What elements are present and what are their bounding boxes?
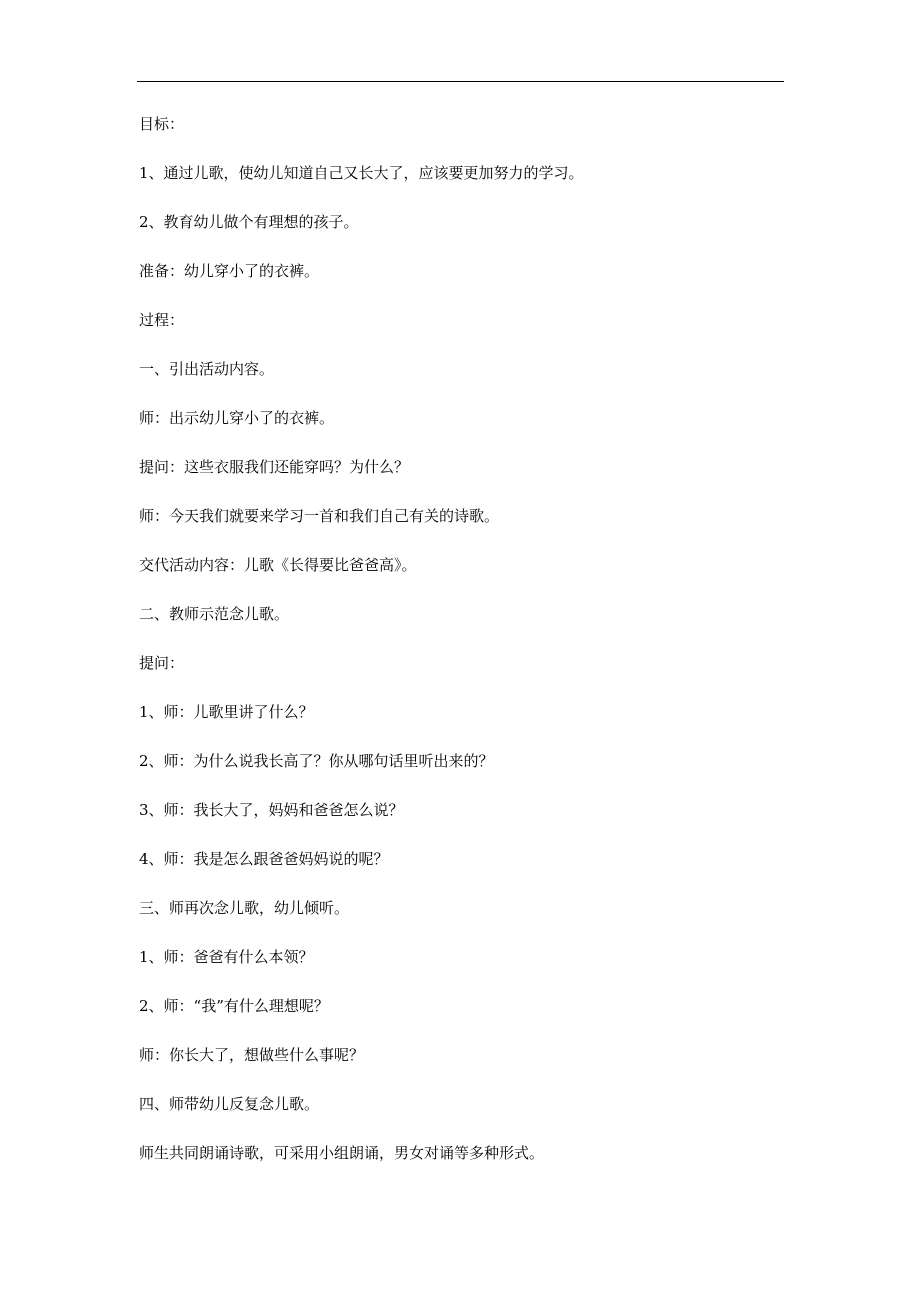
- questions-heading: 提问：: [139, 654, 185, 672]
- goal-item-2: 2、教育幼儿做个有理想的孩子。: [139, 213, 359, 231]
- question-item: 2、师：“我”有什么理想呢？: [139, 997, 329, 1015]
- question-item: 3、师：我长大了，妈妈和爸爸怎么说？: [139, 801, 404, 819]
- paragraph-line: 师生共同朗诵诗歌，可采用小组朗诵，男女对诵等多种形式。: [139, 1144, 545, 1162]
- goal-heading: 目标：: [139, 115, 185, 133]
- paragraph-line: 提问：这些衣服我们还能穿吗？为什么？: [139, 458, 410, 476]
- step-1-heading: 一、引出活动内容。: [139, 360, 275, 378]
- goal-item-1: 1、通过儿歌，使幼儿知道自己又长大了，应该要更加努力的学习。: [139, 164, 584, 182]
- paragraph-line: 交代活动内容：儿歌《长得要比爸爸高》。: [139, 556, 417, 574]
- document-body: [139, 108, 779, 1186]
- question-item: 1、师：儿歌里讲了什么？: [139, 703, 314, 721]
- question-item: 4、师：我是怎么跟爸爸妈妈说的呢？: [139, 850, 389, 868]
- paragraph-line: 师：出示幼儿穿小了的衣裤。: [139, 409, 335, 427]
- preparation-line: 准备：幼儿穿小了的衣裤。: [139, 262, 320, 280]
- process-heading: 过程：: [139, 311, 185, 329]
- paragraph-line: 师：你长大了，想做些什么事呢？: [139, 1046, 365, 1064]
- step-2-heading: 二、教师示范念儿歌。: [139, 605, 290, 623]
- step-3-heading: 三、师再次念儿歌，幼儿倾听。: [139, 899, 350, 917]
- paragraph-line: 师：今天我们就要来学习一首和我们自己有关的诗歌。: [139, 507, 500, 525]
- step-4-heading: 四、师带幼儿反复念儿歌。: [139, 1095, 320, 1113]
- header-rule: [137, 81, 784, 82]
- question-item: 1、师：爸爸有什么本领？: [139, 948, 314, 966]
- question-item: 2、师：为什么说我长高了？你从哪句话里听出来的？: [139, 752, 494, 770]
